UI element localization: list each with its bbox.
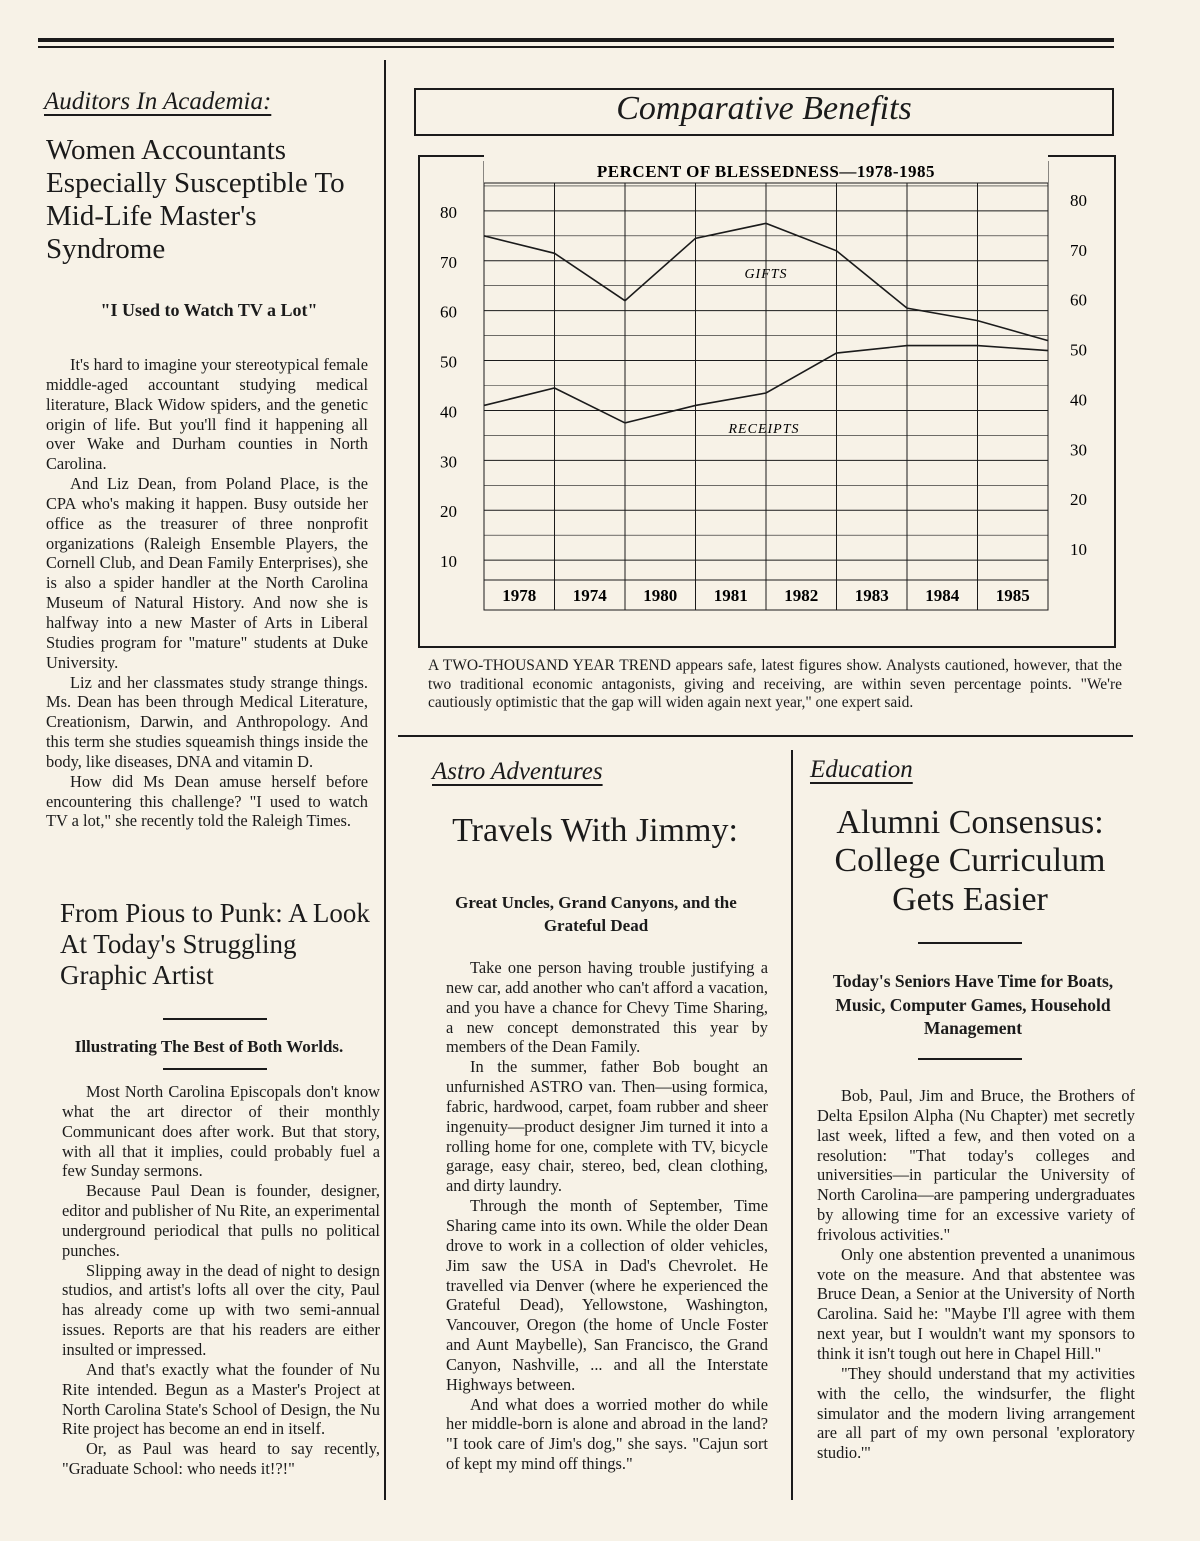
col3-divider [918,942,1022,944]
x-tick-label: 1980 [643,586,678,605]
chart-caption: A TWO-THOUSAND YEAR TREND appears safe, latest figures show. Analysts cautioned, however, that the two traditional economic antagonists, giving and receiving, are within seven percentage points. "We're cautiously optimistic that the gap will widen again next year," one expert said. [428,657,1122,712]
paragraph: And Liz Dean, from Poland Place, is the CPA who's making it happen. Busy outside her office as the treasurer of three nonprofit organizations (Raleigh Ensemble Players, the Cornell Club, and Dean Family Enterprises), she is also a spider handler at the North Carolina Museum of Natural History. And now she is halfway into a new Master of Arts in Liberal Studies program for "mature" students at Duke University. [46,474,368,672]
col1-divider [163,1018,267,1020]
y-tick-label-right: 80 [1070,190,1087,210]
col2-article-body [446,958,768,1474]
x-tick-label: 1984 [925,586,960,605]
col1-article-body [46,355,368,831]
x-tick-label: 1985 [995,586,1030,605]
y-tick-label-left: 40 [440,402,457,422]
col1-headline: Women Accountants Especially Susceptible To Mid-Life Master's Syndrome [46,134,345,266]
col1-kicker: Auditors In Academia: [44,88,272,115]
x-tick-label: 1982 [784,586,819,605]
y-tick-label-right: 40 [1070,390,1087,410]
y-tick-label-right: 60 [1070,290,1087,310]
paragraph: How did Ms Dean amuse herself before encountering this challenge? "I used to watch TV a lot," she recently told the Raleigh Times. [46,771,368,831]
y-tick-label-right: 10 [1070,540,1087,560]
col1-deck: "I Used to Watch TV a Lot" [100,300,318,320]
y-tick-label-left: 20 [440,502,457,522]
top-rule-thin [38,46,1114,48]
column-rule-left [384,60,386,1500]
paragraph: Bob, Paul, Jim and Bruce, the Brothers of Delta Epsilon Alpha (Nu Chapter) met secretly last week, lifted a few, and then voted on a resolution: "That today's colleges and universities—in particular the University of North Carolina—are pampering undergraduates by allowing time for an excessive variety of frivolous activities." [817,1086,1135,1244]
col1-deck2: Illustrating The Best of Both Worlds. [74,1037,344,1056]
paragraph: "They should understand that my activities with the cello, the windsurfer, the flight simulator and the modern living arrangement are all part of my own personal 'exploratory studio.'" [817,1363,1135,1463]
y-tick-label-left: 50 [440,352,457,372]
y-tick-label-left: 10 [440,552,457,572]
paragraph: In the summer, father Bob bought an unfurnished ASTRO van. Then—using formica, fabric, hardwood, carpet, foam rubber and sheer ingenuity—product designer Jim turned it into a rolling home for one, complete with TV, bicycle garage, easy chair, stereo, bed, clean clothing, and dirty laundry. [446,1057,768,1196]
blessedness-chart [418,155,1118,650]
x-tick-label: 1981 [713,586,748,605]
x-tick-label: 1974 [572,586,607,605]
top-rule-thick [38,38,1114,42]
y-tick-label-right: 70 [1070,240,1087,260]
x-tick-label: 1978 [502,586,537,605]
col2-deck: Great Uncles, Grand Canyons, and the Grateful Dead [455,893,737,935]
y-tick-label-left: 80 [440,202,457,222]
col2-kicker: Astro Adventures [432,758,603,785]
y-tick-label-left: 30 [440,452,457,472]
paragraph: And what does a worried mother do while her middle-born is alone and abroad in the land? "I took care of Jim's dog," she says. "Cajun sort of kept my mind off things." [446,1394,768,1474]
paragraph: Most North Carolina Episcopals don't know what the art director of their monthly Communicant does after work. But that story, with all that it implies, could probably fuel a few Sunday sermons. [62,1082,380,1181]
y-tick-label-right: 50 [1070,340,1087,360]
paragraph: Slipping away in the dead of night to design studios, and artist's lofts all over the city, Paul has already come up with two semi-annual issues. Reports are that his readers are either insulted or impressed. [62,1260,380,1359]
y-tick-label-left: 60 [440,302,457,322]
chart-title: PERCENT OF BLESSEDNESS—1978-1985 [596,162,936,181]
col3-divider2 [918,1058,1022,1060]
col3-kicker: Education [810,756,913,783]
paragraph: It's hard to imagine your stereotypical female middle-aged accountant studying medical literature, Black Widow spiders, and the genetic origin of life. But you'll find it happening all over Wake and Durham counties in North Carolina. [46,355,368,474]
series-label-receipts: RECEIPTS [728,421,800,437]
col1-headline2: From Pious to Punk: A Look At Today's Struggling Graphic Artist [60,898,370,990]
col1-article2-body [62,1082,380,1479]
paragraph: Through the month of September, Time Sharing came into its own. While the older Dean drove to work in a collection of older vehicles, Jim saw the USA in Dad's Chevrolet. He travelled via Denver (where he experienced the Grateful Dead), Yellowstone, Washington, Vancouver, Oregon (the home of Uncle Foster and Aunt Maybelle), San Francisco, the Grand Canyon, Nashville, ... and all the Interstate Highways between. [446,1196,768,1394]
paragraph: Take one person having trouble justifying a new car, add another who can't afford a vacation, and you have a chance for Chevy Time Sharing, a new concept demonstrated this year by members of the Dean Family. [446,958,768,1057]
col3-headline: Alumni Consensus: College Curriculum Gets Easier [834,804,1106,918]
col3-deck: Today's Seniors Have Time for Boats, Music, Computer Games, Household Management [832,971,1114,1039]
paragraph: Only one abstention prevented a unanimous vote on the measure. And that abstentee was Bruce Dean, a Senior at the University of North Carolina. Said he: "Maybe I'll agree with them next year, but I wouldn't want my sponsors to think it isn't tough out here in Chapel Hill." [817,1244,1135,1363]
paragraph: Because Paul Dean is founder, designer, editor and publisher of Nu Rite, an experimental underground periodical that pulls no political punches. [62,1181,380,1260]
chart-bottom-rule [398,735,1133,737]
col3-article-body [817,1086,1135,1463]
chart-frame [419,156,1115,647]
y-tick-label-left: 70 [440,252,457,272]
paragraph: Liz and her classmates study strange things. Ms. Dean has been through Medical Literature, Creationism, Darwin, and Anthropology. And this term she studies squeamish things inside the body, like diseases, DNA and vitamin D. [46,672,368,771]
column-rule-right [791,750,793,1500]
col1-divider2 [163,1068,267,1070]
series-label-gifts: GIFTS [744,267,788,283]
y-tick-label-right: 30 [1070,440,1087,460]
col2-headline: Travels With Jimmy: [452,812,738,849]
x-tick-label: 1983 [854,586,889,605]
paragraph: Or, as Paul was heard to say recently, "Graduate School: who needs it!?!" [62,1439,380,1479]
y-tick-label-right: 20 [1070,490,1087,510]
paragraph: And that's exactly what the founder of Nu Rite intended. Begun as a Master's Project at North Carolina State's School of Design, the Nu Rite project has become an end in itself. [62,1359,380,1439]
box-title: Comparative Benefits [616,90,912,127]
